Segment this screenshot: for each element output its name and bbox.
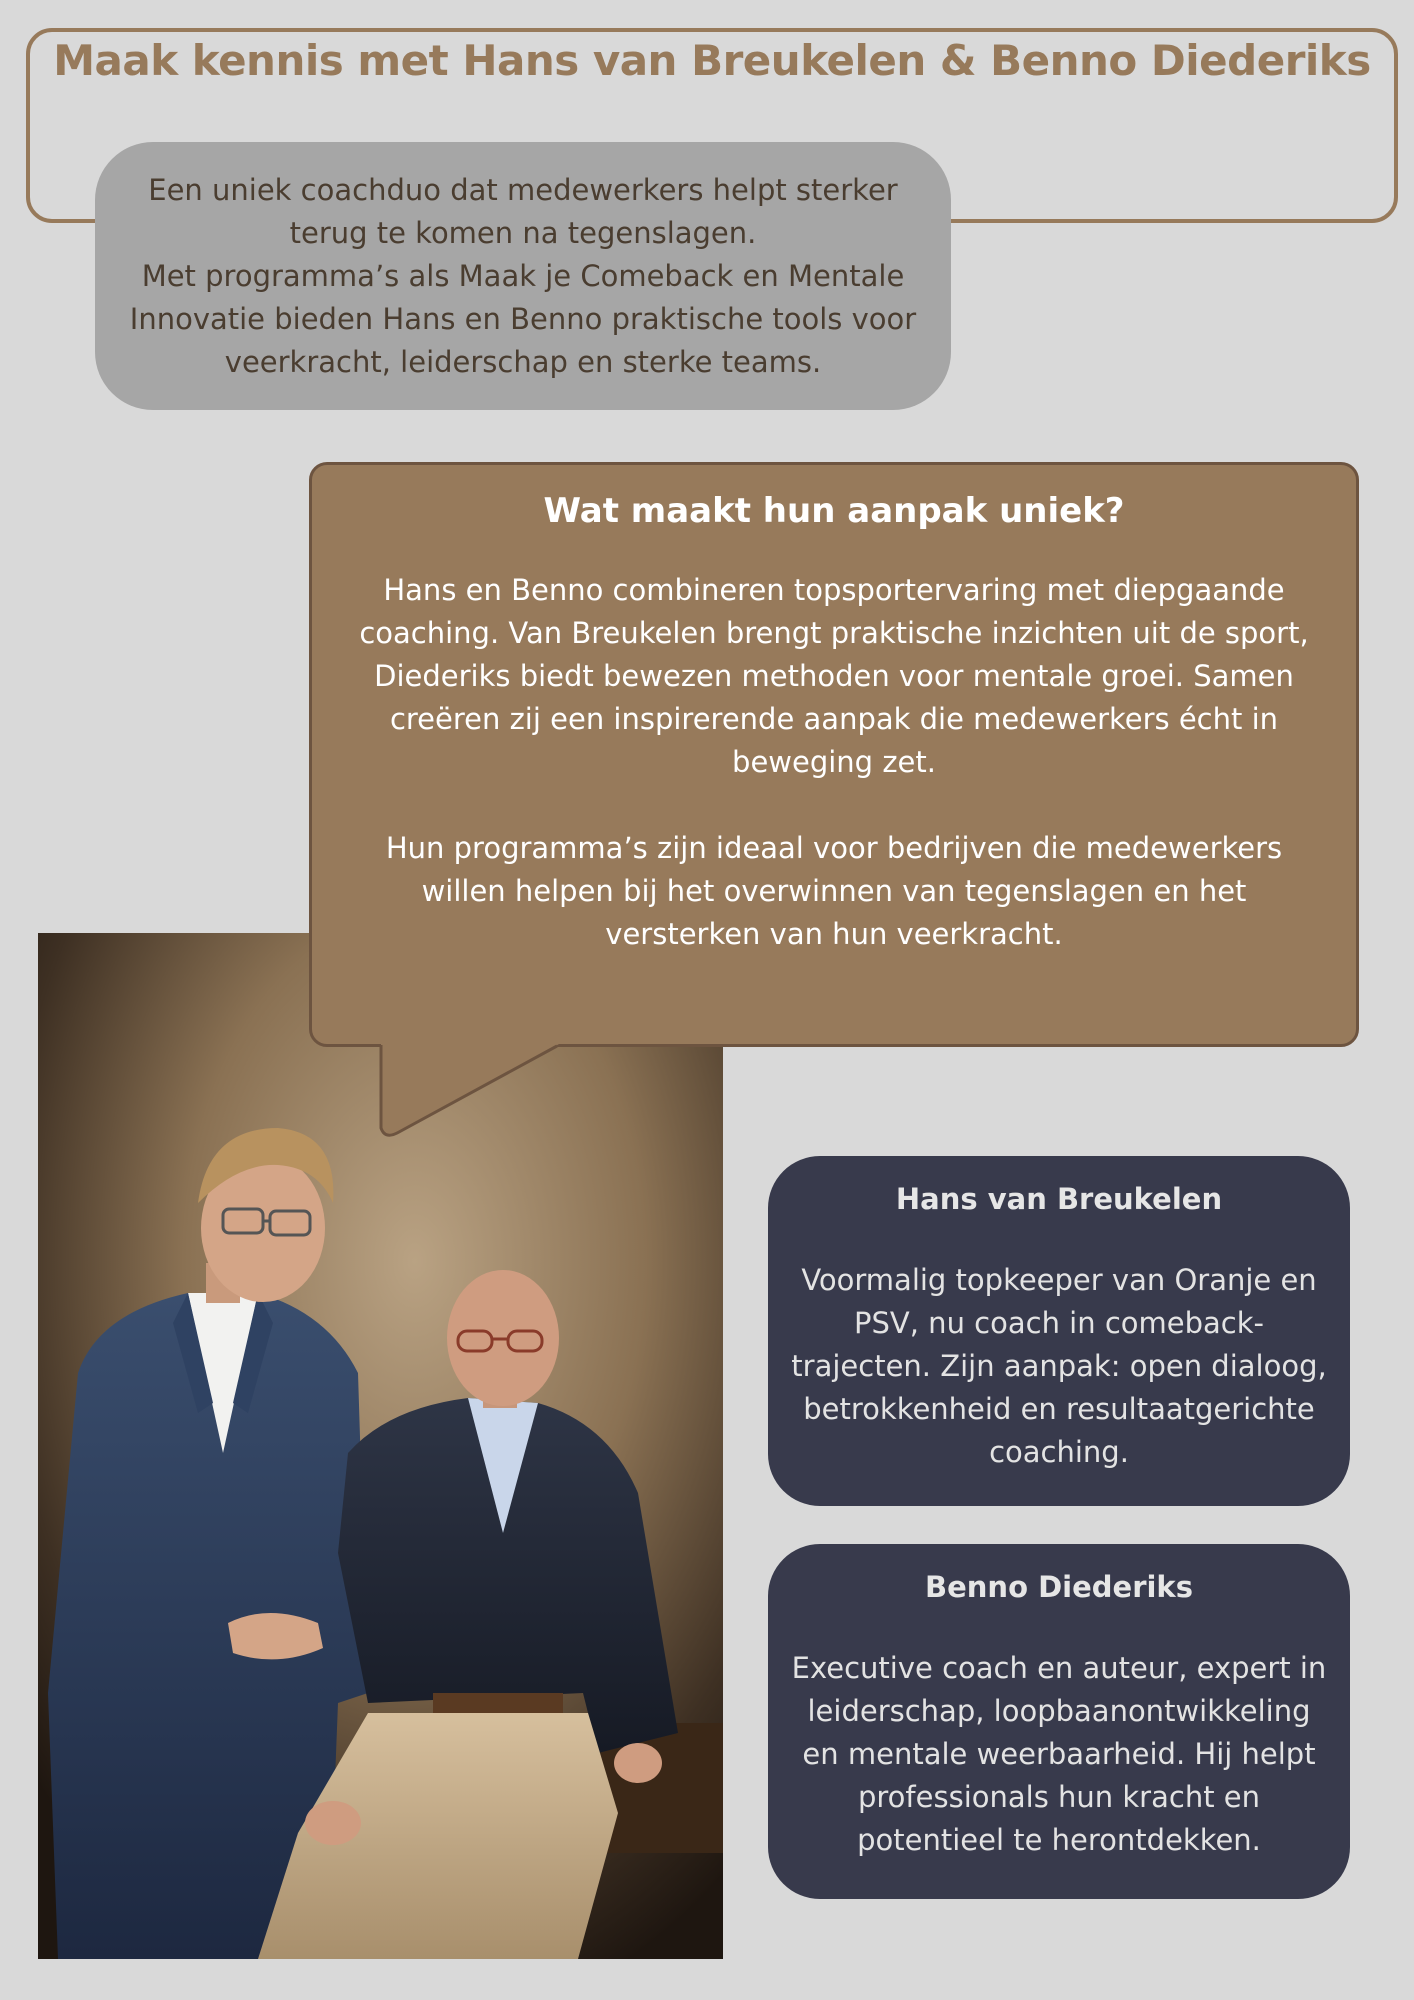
profile-name: Benno Diederiks bbox=[925, 1570, 1193, 1604]
approach-paragraph-2: Hun programma’s zijn ideaal voor bedrijven die medewerkers willen helpen bij het overwinnen van tegenslagen en het versterken van hun veerkracht. bbox=[385, 831, 1283, 951]
profile-card-benno bbox=[768, 1544, 1350, 1899]
profile-bio: Executive coach en auteur, expert in leiderschap, loopbaanontwikkeling en mentale weerbaarheid. Hij helpt professionals hun kracht en potentieel te herontdekken. bbox=[791, 1651, 1327, 1857]
profile-name: Hans van Breukelen bbox=[895, 1182, 1223, 1216]
approach-paragraph-1: Hans en Benno combineren topsportervaring met diepgaande coaching. Van Breukelen brengt praktische inzichten uit de sport, Diederiks biedt bewezen methoden voor mentale groei. Samen creëren zij een inspirerende aanpak die medewerkers écht in beweging zet. bbox=[359, 573, 1309, 779]
speech-bubble-tail bbox=[309, 1040, 569, 1140]
profile-bio: Voormalig topkeeper van Oranje en PSV, nu coach in comeback- trajecten. Zijn aanpak: open dialoog, betrokkenheid en resultaatgerichte coaching. bbox=[791, 1263, 1327, 1469]
approach-speech-bubble bbox=[309, 462, 1359, 1047]
intro-text: Een uniek coachduo dat medewerkers helpt sterker terug te komen na tegenslagen. Met programma’s als Maak je Comeback en Mentale Innovatie bieden Hans en Benno praktische tools voor veerkracht, leiderschap en sterke teams. bbox=[129, 172, 917, 379]
page-title: Maak kennis met Hans van Breukelen & Benno Diederiks bbox=[53, 36, 1371, 85]
approach-heading: Wat maakt hun aanpak uniek? bbox=[543, 491, 1125, 531]
intro-box bbox=[95, 142, 951, 410]
profile-card-hans bbox=[768, 1156, 1350, 1506]
